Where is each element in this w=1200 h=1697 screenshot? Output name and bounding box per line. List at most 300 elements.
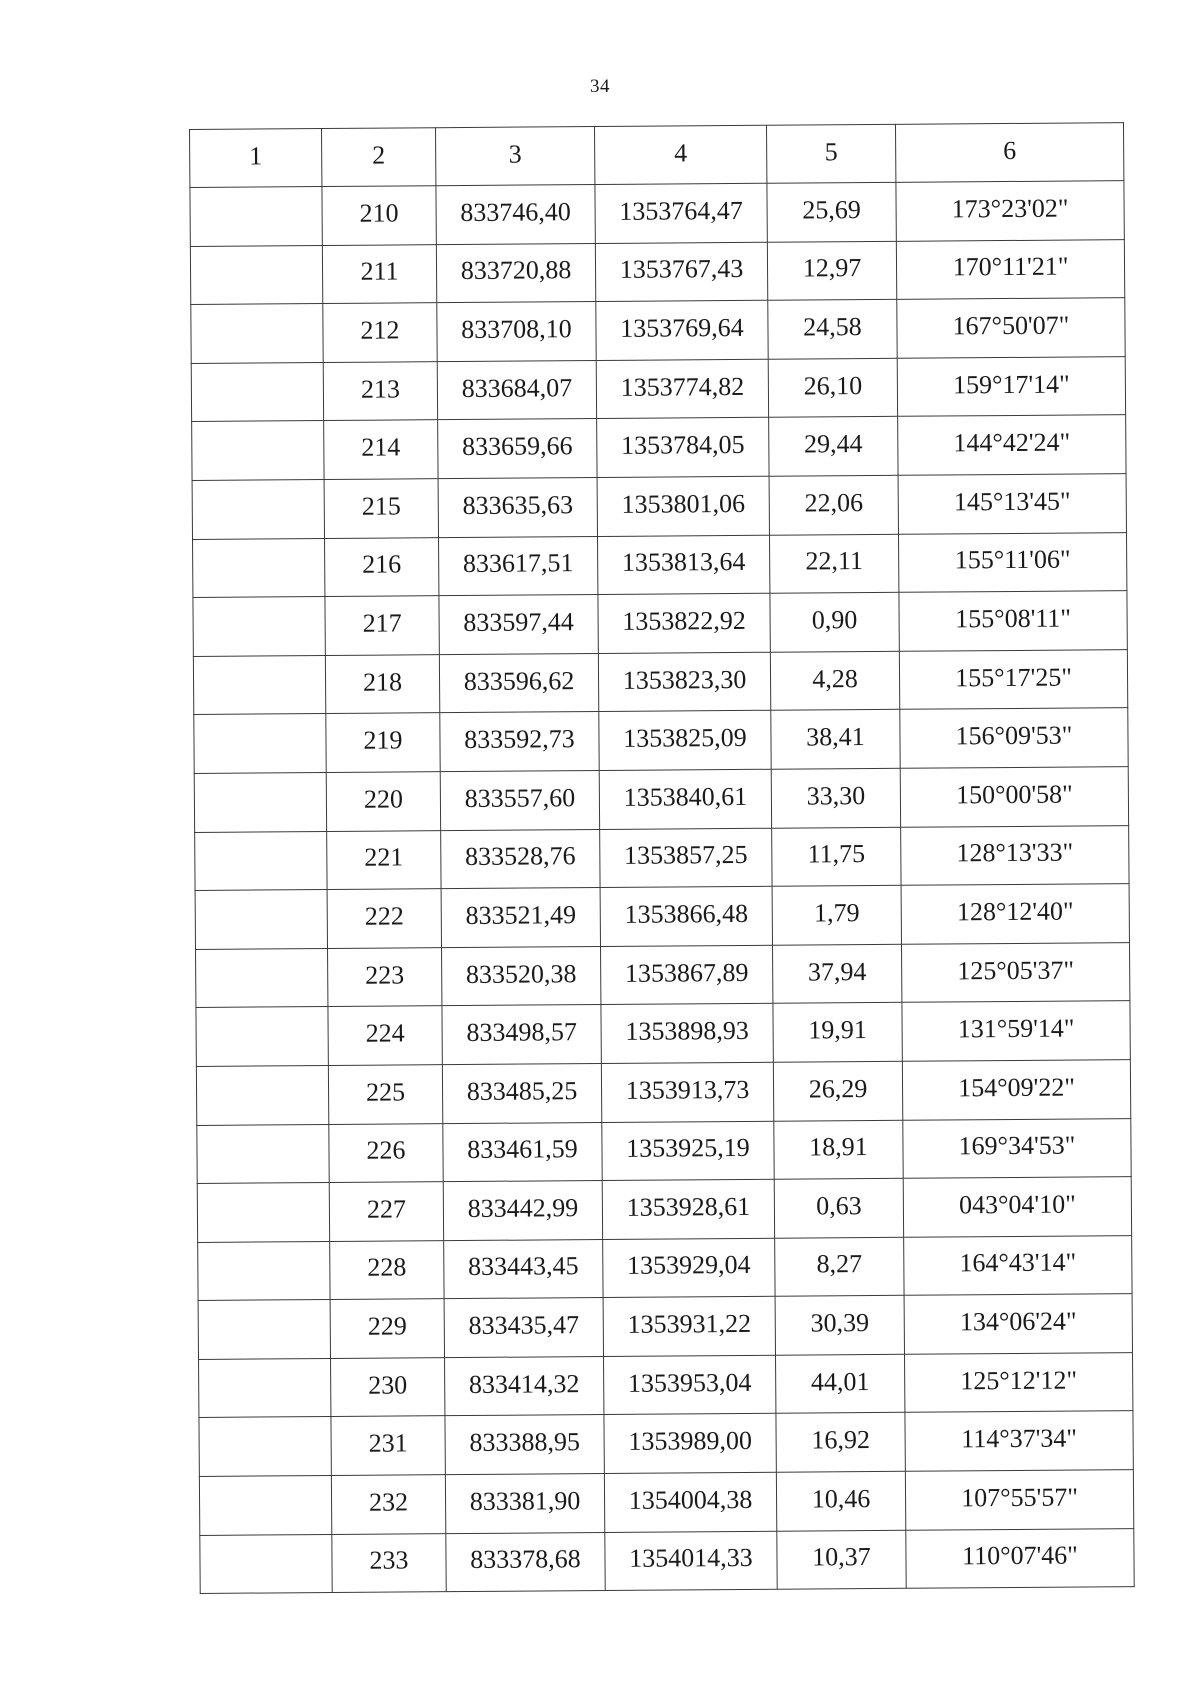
distance-cell: [772, 827, 901, 887]
y-coordinate-cell-value: 1354014,33: [629, 1543, 753, 1574]
y-coordinate-cell-value: 1353898,93: [625, 1016, 749, 1046]
point-number-cell: [328, 1006, 442, 1065]
bearing-cell-value: 154°09'22": [958, 1072, 1075, 1103]
distance-cell: [767, 182, 896, 242]
y-coordinate-cell-value: 1353867,89: [624, 957, 749, 988]
row-label-cell: [191, 362, 323, 422]
y-coordinate-cell: [602, 1121, 774, 1181]
distance-cell-value: 19,91: [808, 1015, 867, 1045]
x-coordinate-cell: [439, 595, 598, 655]
bearing-cell-value: 150°00'58": [955, 779, 1073, 810]
row-label-cell: [195, 890, 327, 950]
bearing-cell: [904, 1235, 1132, 1295]
table-row: [192, 474, 1126, 539]
point-number-cell-value: 220: [363, 784, 404, 814]
x-coordinate-cell: [440, 712, 599, 772]
distance-cell: [776, 1354, 905, 1414]
row-label-cell: [200, 1534, 332, 1594]
x-coordinate-cell: [441, 829, 600, 889]
bearing-cell: [903, 1118, 1131, 1178]
distance-cell-value: 24,58: [803, 312, 862, 342]
row-label-cell: [199, 1476, 331, 1536]
distance-cell-value: 33,30: [806, 780, 866, 811]
y-coordinate-cell: [597, 476, 769, 536]
y-coordinate-cell: [603, 1238, 775, 1298]
distance-cell-value: 29,44: [803, 429, 863, 459]
x-coordinate-cell-value: 833684,07: [461, 372, 573, 403]
bearing-cell: [900, 767, 1128, 827]
column-header-3-label: 3: [508, 139, 522, 169]
row-label-cell: [191, 304, 323, 364]
bearing-cell-value: 131°59'14": [957, 1013, 1075, 1044]
point-number-cell-value: 229: [367, 1311, 407, 1341]
column-header-2: [322, 128, 436, 187]
x-coordinate-cell-value: 833388,95: [469, 1427, 580, 1458]
distance-cell-value: 38,41: [806, 722, 865, 752]
distance-cell: [772, 885, 901, 945]
x-coordinate-cell-value: 833521,49: [465, 900, 577, 930]
column-header-4: [594, 125, 766, 184]
point-number-cell-value: 219: [363, 725, 403, 755]
y-coordinate-cell: [601, 1062, 773, 1122]
x-coordinate-cell: [442, 946, 601, 1006]
distance-cell: [771, 768, 900, 828]
row-label-cell: [190, 187, 322, 247]
y-coordinate-cell-value: 1353825,09: [623, 723, 747, 753]
bearing-cell: [906, 1528, 1134, 1588]
y-coordinate-cell-value: 1353925,19: [626, 1133, 750, 1164]
y-coordinate-cell-value: 1353913,73: [625, 1074, 750, 1105]
point-number-cell-value: 232: [368, 1487, 409, 1517]
distance-cell-value: 25,69: [802, 194, 861, 225]
x-coordinate-cell: [444, 1298, 603, 1358]
x-coordinate-cell-value: 833597,44: [463, 607, 574, 637]
x-coordinate-cell: [436, 185, 595, 245]
distance-cell: [776, 1471, 905, 1531]
bearing-cell-value: 128°12'40": [956, 896, 1074, 927]
row-label-cell: [198, 1241, 330, 1301]
point-number-cell-value: 212: [360, 315, 400, 345]
x-coordinate-cell: [442, 1005, 601, 1065]
x-coordinate-cell: [440, 770, 599, 830]
x-coordinate-cell-value: 833720,88: [460, 255, 572, 286]
table-row: [190, 181, 1124, 246]
column-header-1: [190, 129, 322, 188]
table-row: [194, 708, 1128, 773]
x-coordinate-cell-value: 833498,57: [466, 1017, 577, 1048]
bearing-cell: [899, 591, 1127, 651]
point-number-cell: [328, 947, 442, 1006]
y-coordinate-cell: [605, 1531, 777, 1591]
distance-cell: [769, 475, 898, 535]
point-number-cell-value: 210: [359, 198, 399, 228]
x-coordinate-cell-value: 833592,73: [464, 724, 575, 755]
y-coordinate-cell: [595, 183, 767, 243]
point-number-cell: [330, 1299, 444, 1358]
point-number-cell: [332, 1533, 446, 1592]
distance-cell-value: 44,01: [810, 1366, 870, 1397]
row-label-cell: [196, 1007, 328, 1067]
column-header-6: [895, 123, 1123, 183]
distance-cell: [775, 1237, 904, 1297]
y-coordinate-cell: [604, 1472, 776, 1532]
row-label-cell: [194, 772, 326, 832]
y-coordinate-cell: [602, 1179, 774, 1239]
distance-cell: [777, 1530, 906, 1590]
point-number-cell-value: 218: [362, 667, 403, 697]
x-coordinate-cell-value: 833485,25: [466, 1075, 578, 1106]
y-coordinate-cell-value: 1353928,61: [626, 1191, 751, 1222]
distance-cell: [768, 300, 897, 360]
distance-cell-value: 16,92: [811, 1425, 870, 1455]
y-coordinate-cell: [601, 945, 773, 1005]
point-number-cell-value: 223: [365, 959, 405, 990]
y-coordinate-cell-value: 1353823,30: [622, 664, 747, 695]
distance-cell-value: 30,39: [810, 1308, 870, 1338]
bearing-cell-value: 155°17'25": [955, 662, 1072, 692]
y-coordinate-cell: [600, 886, 772, 946]
y-coordinate-cell: [596, 359, 768, 419]
bearing-cell: [904, 1294, 1132, 1354]
x-coordinate-cell: [437, 360, 596, 420]
table-row: [197, 1177, 1131, 1242]
y-coordinate-cell-value: 1353931,22: [627, 1308, 752, 1339]
bearing-cell-value: 167°50'07": [952, 310, 1070, 341]
y-coordinate-cell: [600, 828, 772, 888]
y-coordinate-cell-value: 1353813,64: [621, 547, 746, 578]
x-coordinate-cell-value: 833635,63: [462, 489, 574, 520]
distance-cell: [774, 1178, 903, 1238]
point-number-cell: [327, 889, 441, 948]
table-row: [193, 532, 1127, 597]
bearing-cell: [901, 942, 1129, 1002]
x-coordinate-cell: [442, 1063, 601, 1123]
y-coordinate-cell-value: 1353840,61: [623, 781, 748, 812]
distance-cell: [770, 651, 899, 711]
table-body: [190, 181, 1134, 1594]
point-number-cell: [322, 244, 436, 303]
bearing-cell-value: 125°12'12": [960, 1365, 1078, 1396]
distance-cell: [769, 417, 898, 477]
point-number-cell: [325, 537, 439, 596]
x-coordinate-cell-value: 833557,60: [464, 782, 576, 813]
bearing-cell-value: 155°11'06": [954, 544, 1071, 575]
row-label-cell: [199, 1417, 331, 1477]
y-coordinate-cell: [601, 1004, 773, 1064]
bearing-cell-value: 128°13'33": [956, 837, 1074, 868]
bearing-cell: [905, 1352, 1133, 1412]
row-label-cell: [198, 1300, 330, 1360]
x-coordinate-cell: [443, 1181, 602, 1241]
bearing-cell-value: 159°17'14": [952, 369, 1070, 399]
y-coordinate-cell: [599, 711, 771, 771]
point-number-cell: [327, 830, 441, 889]
bearing-cell: [897, 356, 1125, 416]
bearing-cell-value: 043°04'10": [958, 1189, 1076, 1220]
distance-cell-value: 22,11: [805, 546, 864, 576]
distance-cell-value: 10,46: [811, 1483, 871, 1514]
x-coordinate-cell: [443, 1122, 602, 1182]
bearing-cell: [899, 649, 1127, 709]
point-number-cell-value: 222: [364, 901, 404, 931]
table-row: [193, 649, 1127, 714]
x-coordinate-cell: [438, 477, 597, 537]
table-row: [198, 1235, 1132, 1300]
table-row: [191, 298, 1125, 363]
point-number-cell: [325, 654, 439, 713]
x-coordinate-cell-value: 833414,32: [468, 1368, 580, 1399]
bearing-cell: [905, 1411, 1133, 1471]
bearing-cell-value: 134°06'24": [959, 1306, 1077, 1337]
bearing-cell: [896, 181, 1124, 241]
bearing-cell: [902, 1060, 1130, 1120]
point-number-cell-value: 231: [368, 1428, 408, 1458]
bearing-cell: [900, 708, 1128, 768]
distance-cell-value: 18,91: [809, 1132, 868, 1162]
point-number-cell: [325, 596, 439, 655]
x-coordinate-cell: [439, 653, 598, 713]
y-coordinate-cell-value: 1353784,05: [620, 430, 745, 461]
table-row: [196, 1060, 1130, 1125]
x-coordinate-cell: [445, 1415, 604, 1475]
distance-cell-value: 8,27: [816, 1249, 863, 1279]
table-row: [198, 1294, 1132, 1359]
bearing-cell-value: 125°05'37": [957, 955, 1075, 985]
point-number-cell-value: 213: [360, 374, 401, 404]
point-number-cell: [323, 361, 437, 420]
distance-cell-value: 10,37: [812, 1542, 871, 1572]
bearing-cell-value: 144°42'24": [953, 427, 1071, 458]
distance-cell-value: 26,29: [808, 1073, 868, 1104]
y-coordinate-cell-value: 1353866,48: [624, 898, 749, 929]
x-coordinate-cell-value: 833708,10: [461, 314, 572, 344]
distance-cell: [768, 358, 897, 418]
y-coordinate-cell-value: 1353767,43: [619, 254, 744, 285]
x-coordinate-cell: [438, 536, 597, 596]
x-coordinate-cell-value: 833442,99: [467, 1193, 579, 1223]
bearing-cell-value: 114°37'34": [961, 1423, 1078, 1454]
y-coordinate-cell-value: 1353929,04: [626, 1250, 751, 1281]
bearing-cell-value: 155°08'11": [955, 603, 1072, 634]
x-coordinate-cell-value: 833435,47: [468, 1310, 580, 1341]
table-row: [199, 1352, 1133, 1417]
x-coordinate-cell-value: 833659,66: [461, 431, 573, 462]
distance-cell: [772, 944, 901, 1004]
x-coordinate-cell-value: 833617,51: [462, 548, 574, 579]
bearing-cell: [905, 1470, 1133, 1530]
distance-cell-value: 0,90: [811, 605, 858, 635]
coordinates-table: [189, 122, 1135, 1594]
header-row: [190, 123, 1124, 188]
row-label-cell: [196, 1065, 328, 1125]
column-header-3: [435, 127, 594, 186]
column-header-5-label: 5: [824, 136, 838, 166]
point-number-cell: [328, 1065, 442, 1124]
point-number-cell-value: 233: [369, 1545, 409, 1576]
column-header-1-label: 1: [249, 140, 263, 171]
y-coordinate-cell-value: 1353801,06: [621, 488, 746, 519]
bearing-cell: [897, 298, 1125, 358]
x-coordinate-cell-value: 833528,76: [464, 841, 576, 872]
row-label-cell: [193, 538, 325, 598]
point-number-cell: [324, 479, 438, 538]
point-number-cell: [322, 186, 436, 245]
point-number-cell: [329, 1182, 443, 1241]
distance-cell-value: 37,94: [807, 956, 867, 987]
point-number-cell-value: 221: [364, 842, 404, 873]
point-number-cell-value: 225: [365, 1077, 406, 1107]
point-number-cell: [331, 1475, 445, 1534]
point-number-cell: [331, 1416, 445, 1475]
page-number: 34: [590, 76, 610, 97]
distance-cell: [770, 592, 899, 652]
table-row: [193, 591, 1127, 656]
y-coordinate-cell-value: 1353989,00: [628, 1426, 752, 1457]
distance-cell-value: 12,97: [802, 253, 862, 283]
point-number-cell-value: 217: [362, 608, 402, 638]
y-coordinate-cell-value: 1354004,38: [628, 1484, 753, 1515]
table-row: [200, 1528, 1134, 1593]
bearing-cell-value: 145°13'45": [953, 486, 1071, 517]
y-coordinate-cell: [603, 1297, 775, 1357]
y-coordinate-cell: [597, 418, 769, 478]
row-label-cell: [196, 948, 328, 1008]
bearing-cell-value: 170°11'21": [952, 251, 1069, 282]
distance-cell-value: 0,63: [816, 1190, 862, 1221]
distance-cell: [773, 1061, 902, 1121]
row-label-cell: [197, 1183, 329, 1243]
bearing-cell-value: 169°34'53": [958, 1130, 1076, 1161]
table-row: [190, 239, 1124, 304]
column-header-2-label: 2: [372, 140, 386, 170]
y-coordinate-cell: [599, 769, 771, 829]
bearing-cell: [898, 415, 1126, 475]
row-label-cell: [193, 597, 325, 657]
y-coordinate-cell: [604, 1355, 776, 1415]
bearing-cell-value: 110°07'46": [962, 1540, 1078, 1571]
x-coordinate-cell: [445, 1474, 604, 1534]
row-label-cell: [194, 714, 326, 774]
y-coordinate-cell-value: 1353857,25: [623, 840, 748, 871]
distance-cell: [773, 1003, 902, 1063]
point-number-cell: [331, 1358, 445, 1417]
point-number-cell: [330, 1240, 444, 1299]
y-coordinate-cell: [597, 535, 769, 595]
row-label-cell: [199, 1358, 331, 1418]
distance-cell-value: 11,75: [807, 839, 866, 869]
table-header: [190, 123, 1124, 188]
distance-cell: [774, 1120, 903, 1180]
distance-cell-value: 26,10: [803, 370, 863, 401]
point-number-cell-value: 214: [361, 432, 401, 462]
bearing-cell-value: 164°43'14": [959, 1248, 1077, 1278]
distance-cell: [776, 1413, 905, 1473]
distance-cell-value: 4,28: [812, 663, 858, 693]
table-row: [191, 356, 1125, 421]
y-coordinate-cell-value: 1353822,92: [622, 605, 746, 636]
point-number-cell: [324, 420, 438, 479]
table-row: [197, 1118, 1131, 1183]
point-number-cell-value: 226: [366, 1135, 406, 1166]
distance-cell: [767, 241, 896, 301]
point-number-cell-value: 227: [366, 1194, 407, 1224]
point-number-cell: [326, 772, 440, 831]
y-coordinate-cell-value: 1353769,64: [620, 312, 744, 343]
point-number-cell-value: 228: [367, 1252, 407, 1283]
x-coordinate-cell: [437, 302, 596, 362]
row-label-cell: [197, 1124, 329, 1184]
table-row: [199, 1411, 1133, 1476]
x-coordinate-cell-value: 833461,59: [467, 1134, 578, 1165]
bearing-cell-value: 156°09'53": [955, 720, 1073, 751]
x-coordinate-cell: [446, 1532, 605, 1592]
bearing-cell: [898, 532, 1126, 592]
bearing-cell-value: 173°23'02": [951, 193, 1069, 224]
x-coordinate-cell-value: 833596,62: [463, 665, 575, 696]
x-coordinate-cell: [438, 419, 597, 479]
x-coordinate-cell-value: 833746,40: [460, 197, 571, 227]
distance-cell: [771, 710, 900, 770]
x-coordinate-cell-value: 833443,45: [467, 1251, 579, 1282]
y-coordinate-cell: [595, 242, 767, 302]
y-coordinate-cell: [604, 1414, 776, 1474]
distance-cell-value: 1,79: [813, 898, 860, 928]
row-label-cell: [192, 421, 324, 481]
bearing-cell: [901, 884, 1129, 944]
point-number-cell: [329, 1123, 443, 1182]
y-coordinate-cell: [596, 300, 768, 360]
bearing-cell: [901, 825, 1129, 885]
table-row: [195, 884, 1129, 949]
x-coordinate-cell-value: 833381,90: [469, 1486, 581, 1516]
table-row: [199, 1470, 1133, 1535]
point-number-cell-value: 211: [360, 256, 399, 287]
point-number-cell-value: 230: [368, 1370, 408, 1400]
distance-cell: [769, 534, 898, 594]
table-row: [196, 1001, 1130, 1066]
distance-cell-value: 22,06: [804, 487, 864, 518]
x-coordinate-cell: [445, 1356, 604, 1416]
y-coordinate-cell-value: 1353774,82: [620, 371, 745, 402]
point-number-cell: [323, 303, 437, 362]
x-coordinate-cell-value: 833520,38: [465, 958, 577, 989]
y-coordinate-cell: [598, 593, 770, 653]
bearing-cell: [902, 1001, 1130, 1061]
x-coordinate-cell: [441, 888, 600, 948]
column-header-5: [766, 124, 895, 183]
row-label-cell: [195, 831, 327, 891]
row-label-cell: [190, 245, 322, 305]
y-coordinate-cell: [598, 652, 770, 712]
x-coordinate-cell-value: 833378,68: [470, 1544, 581, 1575]
x-coordinate-cell: [436, 243, 595, 303]
bearing-cell: [898, 474, 1126, 534]
y-coordinate-cell-value: 1353764,47: [619, 195, 743, 226]
point-number-cell-value: 224: [365, 1018, 405, 1048]
row-label-cell: [193, 655, 325, 715]
point-number-cell: [326, 713, 440, 772]
table-row: [195, 825, 1129, 890]
row-label-cell: [192, 479, 324, 539]
point-number-cell-value: 215: [361, 491, 401, 521]
distance-cell: [775, 1296, 904, 1356]
table-row: [196, 942, 1130, 1007]
bearing-cell: [903, 1177, 1131, 1237]
y-coordinate-cell-value: 1353953,04: [627, 1367, 752, 1398]
column-header-4-label: 4: [674, 137, 688, 167]
point-number-cell-value: 216: [362, 549, 402, 580]
x-coordinate-cell: [444, 1239, 603, 1299]
